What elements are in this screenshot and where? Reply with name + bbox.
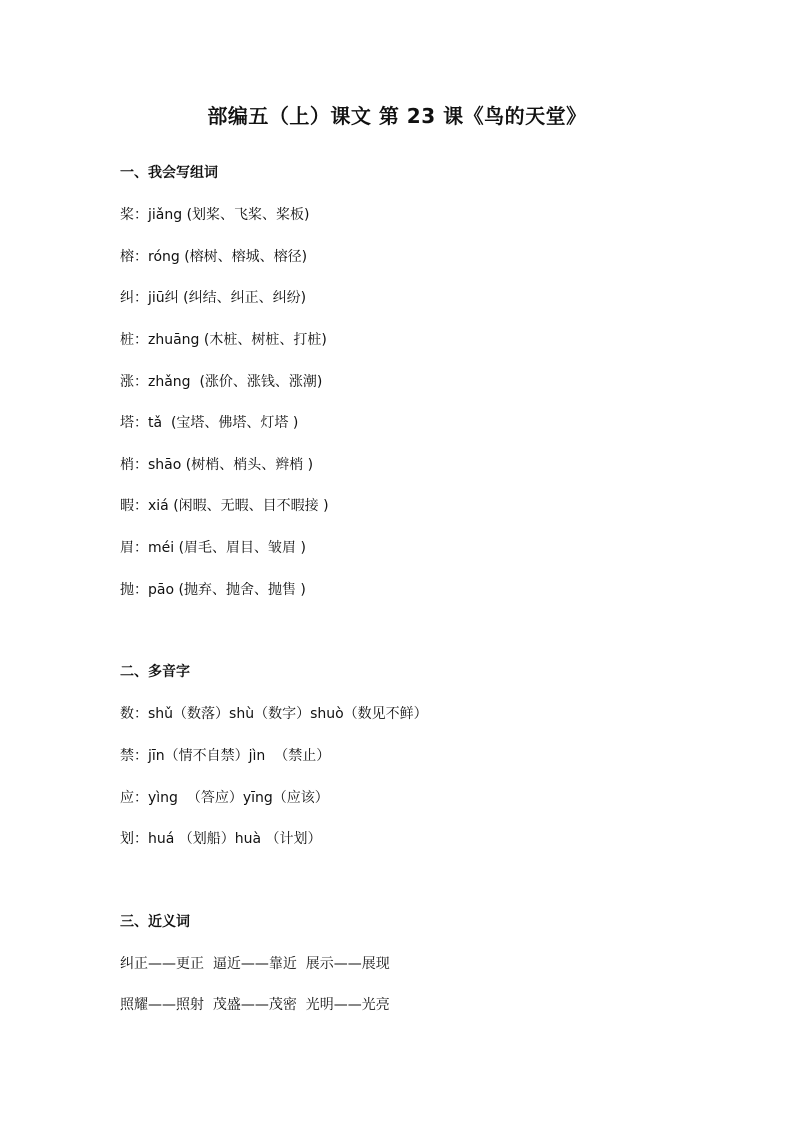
vocab-line: 榕：róng (榕树、榕城、榕径) (120, 249, 308, 265)
vocab-line: 桩：zhuāng (木桩、树桩、打桩) (120, 332, 327, 348)
document-title: 部编五（上）课文 第 23 课《鸟的天堂》 (207, 104, 587, 128)
vocab-line: 暇：xiá (闲暇、无暇、目不暇接 ) (120, 498, 329, 514)
vocab-line: 塔：tǎ (宝塔、佛塔、灯塔 ) (120, 415, 299, 431)
polyphone-line: 划：huá （划船）huà （计划） (120, 831, 322, 847)
synonym-line: 纠正——更正 逼近——靠近 展示——展现 (120, 956, 390, 972)
vocab-line: 梢：shāo (树梢、梢头、辫梢 ) (120, 457, 314, 473)
vocab-line: 抛：pāo (抛弃、抛舍、抛售 ) (120, 582, 306, 598)
polyphone-line: 应：yìng （答应）yīng（应该） (120, 790, 329, 806)
vocab-line: 桨：jiǎng (划桨、飞桨、桨板) (120, 207, 310, 223)
synonym-line: 照耀——照射 茂盛——茂密 光明——光亮 (120, 997, 390, 1013)
vocab-line: 涨：zhǎng (涨价、涨钱、涨潮) (120, 374, 323, 390)
polyphone-line: 禁：jīn（情不自禁）jìn （禁止） (120, 748, 331, 764)
section-heading-synonyms: 三、近义词 (120, 914, 190, 930)
section-heading-write-words: 一、我会写组词 (120, 165, 218, 181)
vocab-line: 眉：méi (眉毛、眉目、皱眉 ) (120, 540, 306, 556)
vocab-line: 纠：jiū纠 (纠结、纠正、纠纷) (120, 290, 307, 306)
polyphone-line: 数：shǔ（数落）shù（数字）shuò（数见不鲜） (120, 706, 428, 722)
section-heading-polyphones: 二、多音字 (120, 664, 190, 680)
